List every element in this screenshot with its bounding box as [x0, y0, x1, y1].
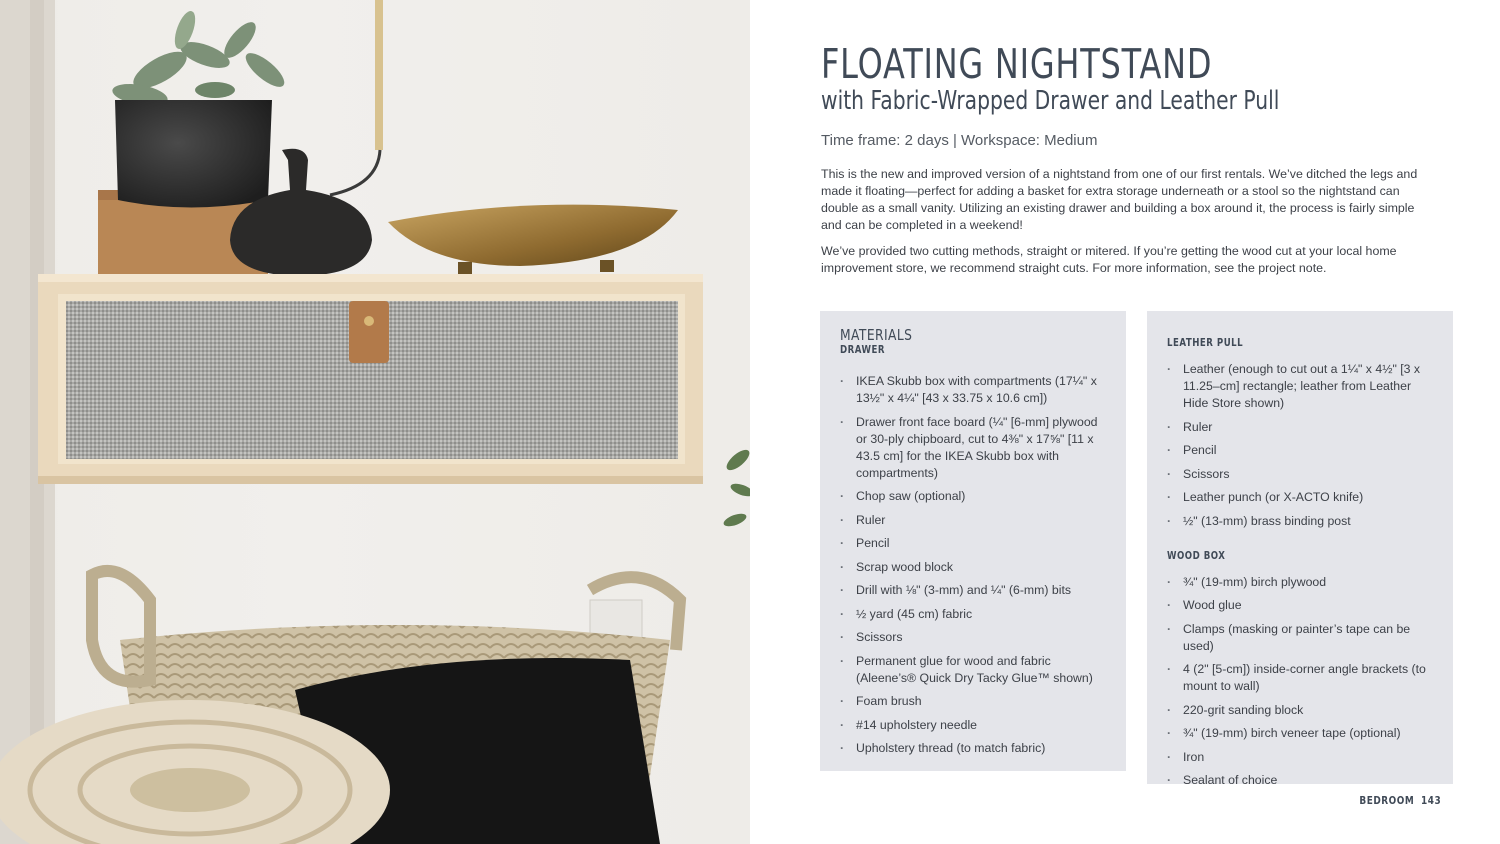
- list-item: · Chop saw (optional): [840, 488, 1110, 505]
- drawer-heading: DRAWER: [840, 344, 886, 356]
- list-item: · ¾" (19-mm) birch veneer tape (optional): [1167, 725, 1435, 742]
- section-name: BEDROOM: [1359, 795, 1415, 807]
- page-title: FLOATING NIGHTSTAND: [821, 40, 1213, 88]
- list-item: · IKEA Skubb box with compartments (17¼" x 13½" x 4¼" [43 x 33.75 x 10.6 cm]): [840, 373, 1110, 407]
- list-item: · Pencil: [1167, 442, 1435, 459]
- materials-heading: MATERIALS: [840, 326, 913, 344]
- list-item: · Scissors: [1167, 466, 1435, 483]
- leather-wood-panel: [1147, 311, 1453, 787]
- side-plant: [722, 446, 750, 528]
- brass-bowl: [388, 205, 678, 266]
- list-item: · Wood glue: [1167, 597, 1435, 614]
- project-meta: Time frame: 2 days | Workspace: Medium: [821, 132, 1098, 149]
- list-item: · 220-grit sanding block: [1167, 702, 1435, 719]
- list-item: · Foam brush: [840, 693, 1110, 710]
- lamp-rod: [375, 0, 383, 150]
- list-item: · #14 upholstery needle: [840, 717, 1110, 734]
- list-item: · Leather punch (or X-ACTO knife): [1167, 489, 1435, 506]
- drawer-list: [840, 373, 1110, 757]
- list-item: · ½ yard (45 cm) fabric: [840, 606, 1110, 623]
- list-item: · ¾" (19-mm) birch plywood: [1167, 574, 1435, 591]
- page-subtitle: with Fabric-Wrapped Drawer and Leather Pull: [821, 86, 1280, 116]
- wood-box-heading: WOOD BOX: [1167, 549, 1226, 562]
- leather-pull-heading: LEATHER PULL: [1167, 337, 1244, 349]
- list-item: · Pencil: [840, 535, 1110, 552]
- intro-text: [821, 166, 1431, 286]
- list-item: · Iron: [1167, 749, 1435, 766]
- intro-paragraph: We’ve provided two cutting methods, straight or mitered. If you’re getting the wood cut at your local home improvement store, we recommend straight cuts. For more information, see the project note.: [821, 244, 1397, 275]
- succulent-plant: [111, 8, 289, 109]
- materials-panel: [820, 311, 1126, 771]
- list-item: · ½" (13-mm) brass binding post: [1167, 513, 1435, 530]
- page-number: 143: [1420, 795, 1441, 807]
- list-item: · 4 (2" [5-cm]) inside-corner angle brackets (to mount to wall): [1167, 661, 1435, 695]
- leather-list: [1167, 361, 1435, 530]
- list-item: · Upholstery thread (to match fabric): [840, 740, 1110, 757]
- list-item: · Scissors: [840, 629, 1110, 646]
- list-item: · Permanent glue for wood and fabric (Aleene’s® Quick Dry Tacky Glue™ shown): [840, 653, 1110, 687]
- list-item: · Leather (enough to cut out a 1¼" x 4½" [3 x 11.25–cm] rectangle; leather from Leather Hide Store shown): [1167, 361, 1435, 412]
- list-item: · Scrap wood block: [840, 559, 1110, 576]
- page-footer: [1352, 795, 1441, 807]
- list-item: · Ruler: [840, 512, 1110, 529]
- intro-paragraph: This is the new and improved version of a nightstand from one of our first rentals. We’ve ditched the legs and made it floating—perfect for adding a basket for extra storage underneath or a stool so the nightstand can double as a small vanity. Utilizing an existing drawer and building a box around it, the process is fairly simple and can be completed in a weekend!: [821, 167, 1418, 232]
- black-planter: [115, 100, 272, 208]
- list-item: · Clamps (masking or painter’s tape can be used): [1167, 621, 1435, 655]
- list-item: · Ruler: [1167, 419, 1435, 436]
- wood-list: [1167, 574, 1435, 790]
- list-item: · Drill with ⅛" (3-mm) and ¼" (6-mm) bits: [840, 582, 1110, 599]
- leather-pull: [349, 301, 389, 363]
- list-item: · Sealant of choice: [1167, 772, 1435, 789]
- list-item: · Drawer front face board (¼" [6-mm] plywood or 30-ply chipboard, cut to 4⅜" x 17⅝" [11 x 43.5 cm] for the IKEA Skubb box with compartments): [840, 414, 1110, 482]
